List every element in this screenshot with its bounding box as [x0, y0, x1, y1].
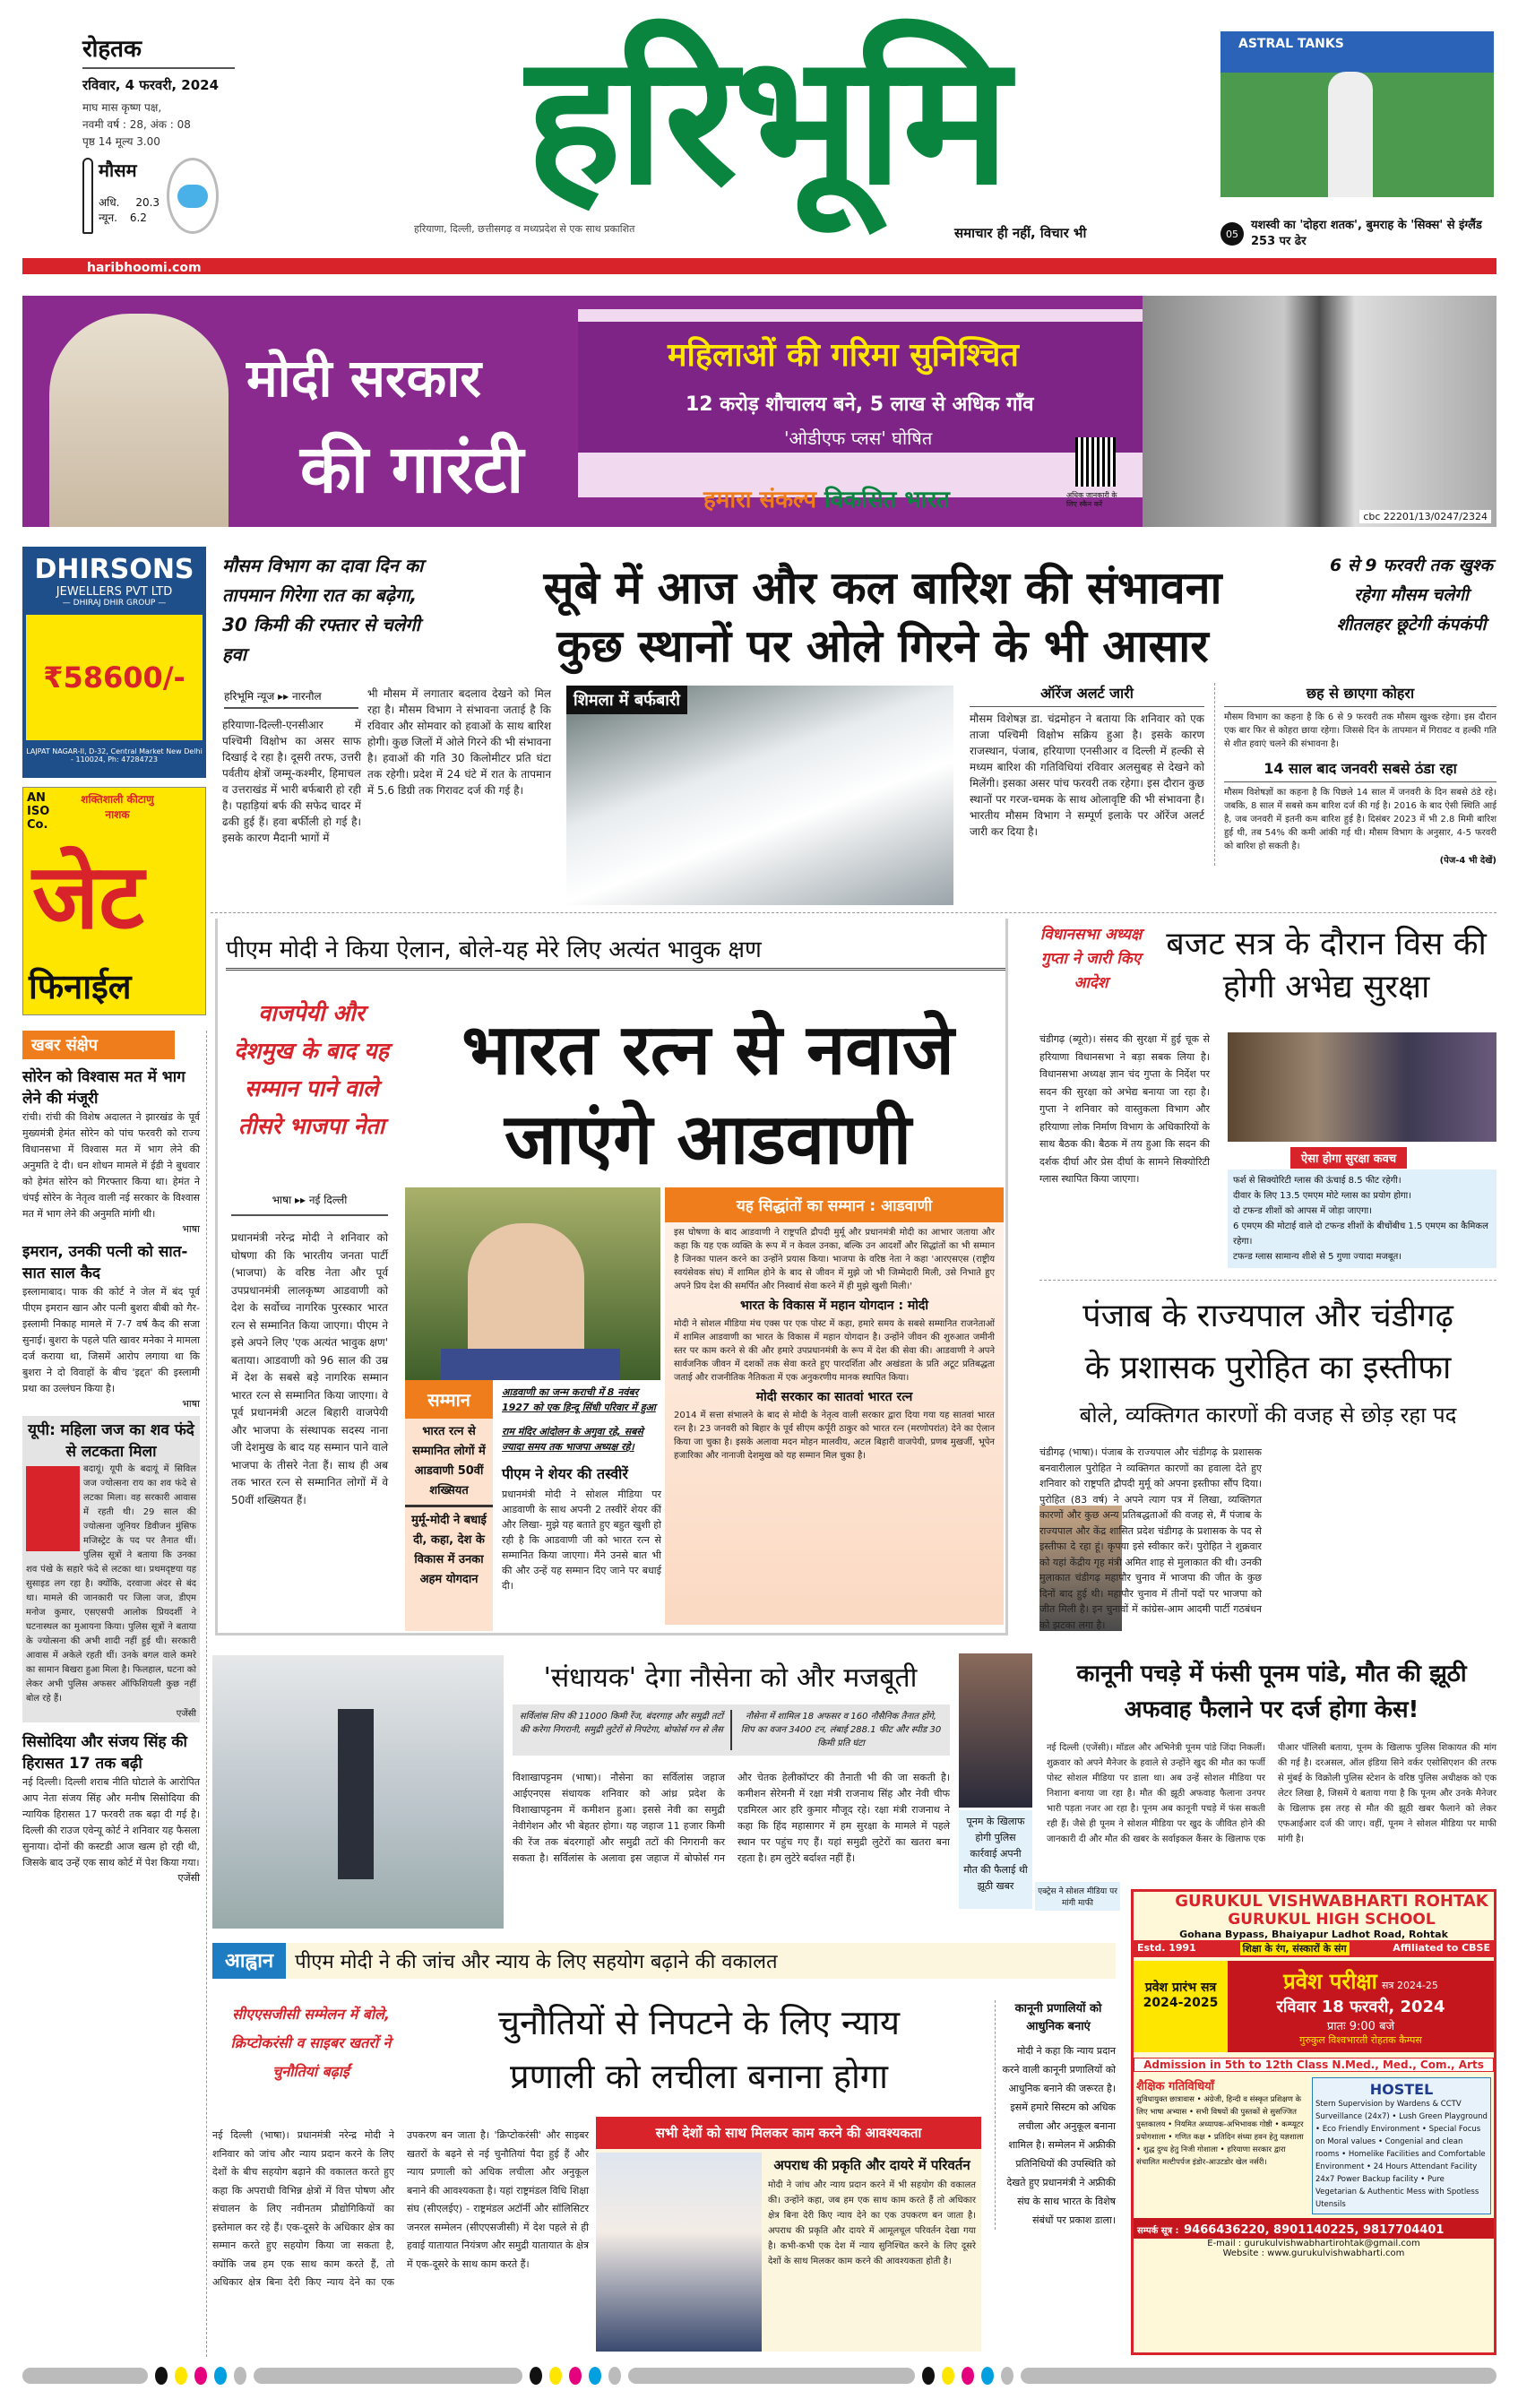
brief-title: सोरेन को विश्वास मत में भाग लेने की मंजूरी: [22, 1068, 185, 1108]
thermometer-icon: [82, 158, 93, 234]
gurukul-school: GURUKUL HIGH SCHOOL: [1228, 1911, 1436, 1929]
navy-headline: 'संधायक' देगा नौसेना को और मजबूती: [543, 1662, 918, 1694]
justice-side-title: कानूनी प्रणालियों को आधुनिक बनाएं: [1014, 2002, 1102, 2033]
panchang-line: माघ मास कृष्ण पक्ष,: [82, 101, 162, 114]
session-label: प्रवेश प्रारंभ सत्र: [1144, 1981, 1217, 1995]
list-item: दीवार के लिए 13.5 एमएम मोटे ग्लास का प्रयोग होगा।: [1233, 1191, 1412, 1201]
website[interactable]: haribhoomi.com: [87, 261, 202, 275]
highlight: सर्विलांस शिप की 11000 किमी रेंज, बंदरगाह और समुद्री तटों की करेगा निगरानी, समुद्री लुटेरों से निपटेगा, बोफोर्स गन से लैस: [518, 1710, 732, 1750]
punjab-subhead: बोले, व्यक्तिगत कारणों की वजह से छोड़ रहा पद: [1079, 1403, 1457, 1428]
teaser-page-badge: 05: [1220, 222, 1244, 246]
ad-headline: महिलाओं की गरिमा सुनिश्चित: [668, 337, 1019, 374]
dhirsons-price: ₹58600/-: [43, 660, 185, 695]
samman-text: भारत रत्न से सम्मानित लोगों में आडवाणी 50वीं शख्सियत: [412, 1425, 486, 1497]
exam-venue: गुरुकुल विश्वभारती रोहतक कैम्पस: [1299, 2034, 1422, 2046]
session: 2024-2025: [1143, 1996, 1219, 2010]
samman-sidebar: [405, 1380, 493, 1631]
list-item: टफन्ड ग्लास सामान्य शीशे से 5 गुणा ज्यादा मजबूत।: [1233, 1252, 1402, 1262]
budget-body: चंडीगढ़ (ब्यूरो)। संसद की सुरक्षा में हुई चूक से हरियाणा विधानसभा ने बड़ा सबक लिया है। विधानसभा अध्यक्ष ज्ञान चंद गुप्ता के निर्देश पर सदन की सुरक्षा को अभेद्य बनाया जा रहा है। गुप्ता ने शनिवार को वास्तुकला विभाग और हरियाणा लोक निर्माण विभाग के अधिकारियों के साथ बैठक की। बैठक में तय हुआ कि सदन की दर्शक दीर्घा और प्रेस दीर्घा के सामने सिक्योरिटी ग्लास स्थापित किया जाएगा।: [1039, 1033, 1210, 1185]
fog-box: [1214, 683, 1496, 866]
brief-title: यूपी: महिला जज का शव फंदे से लटकता मिला: [28, 1421, 194, 1461]
brief-label: खबर संक्षेप: [22, 1031, 175, 1059]
samman-text-2: मुर्मू-मोदी ने बधाई दी, कहा, देश के विकास में उनका अहम योगदान: [405, 1505, 493, 1593]
weather-headline-1: सूबे में आज और कल बारिश की संभावना: [543, 562, 1222, 614]
weather-deck-right: 6 से 9 फरवरी तक खुश्क रहेगा मौसम चलेगी शीतलहर छूटेगी कंपकंपी: [1330, 556, 1493, 634]
dhirsons-sub: JEWELLERS PVT LTD: [56, 585, 173, 599]
teaser-photo[interactable]: [1220, 31, 1494, 197]
motto: शिक्षा के रंग, संस्कारों के संग: [1240, 1942, 1350, 1955]
photo-label: शिमला में बर्फबारी: [566, 686, 687, 714]
advani-topline: पीएम मोदी ने किया ऐलान, बोले-यह मेरे लिए अत्यंत भावुक क्षण: [226, 932, 1005, 971]
poonam-caption: पूनम के खिलाफ होगी पुलिस कार्रवाई अपनी मौत की फैलाई थी झूठी खबर: [959, 1810, 1032, 1909]
phones: 9466436220, 8901140225, 9817704401: [1184, 2223, 1445, 2237]
poonam-caption-2: एक्ट्रेस ने सोशल मीडिया पर मांगी माफी: [1035, 1882, 1120, 1911]
share-title: पीएम ने शेयर की तस्वीरें: [502, 1465, 628, 1482]
justice-side-body: मोदी ने कहा कि न्याय प्रदान करने वाली कानूनी प्रणालियों को आधुनिक बनाने की जरूरत है। इसमें हमारे सिस्टम को अधिक लचीला और अनुकूल बनाना शामिल है। सम्मेलन में अफ्रीकी प्रतिनिधियों की उपस्थिति को देखते हुए प्रधानमंत्री ने अफ्रीकी संघ के साथ भारत के विशेष संबंधों पर प्रकाश डाला।: [1002, 2045, 1116, 2226]
iso-badge: AN ISO Co.: [27, 791, 50, 832]
ad-banner[interactable]: [22, 296, 1496, 527]
justice-headline-1: चुनौतियों से निपटने के लिए न्याय: [497, 2003, 901, 2042]
min-temp: 6.2: [129, 211, 147, 224]
color-registration-bar: [22, 2366, 1496, 2386]
highlight: नौसेना में शामिल 18 अफसर व 160 नौसैनिक तैनात होंगे, शिप का वजन 3400 टन, लंबाई 288.1 फीट और स्पीड 30 किमी प्रति घंटा: [740, 1712, 942, 1748]
justice-box-title: सभी देशों को साथ मिलकर काम करने की आवश्यकता: [596, 2117, 981, 2149]
toilet-photo: [1143, 296, 1496, 527]
brief-credit: एजेंसी: [176, 1709, 196, 1719]
qr-caption: अधिक जानकारी के लिए स्कैन करें: [1066, 491, 1117, 508]
budget-headline: बजट सत्र के दौरान विस की होगी अभेद्य सुरक्षा: [1166, 926, 1487, 1005]
aahvan-strip: [212, 1943, 1116, 1979]
advani-byline: भाषा ▸▸ नई दिल्ली: [231, 1192, 388, 1216]
panchang-line: पृष्ठ 14 मूल्य 3.00: [82, 135, 160, 148]
weather-deck-left: मौसम विभाग का दावा दिन का तापमान गिरेगा रात का बढ़ेगा, 30 किमी की रफ्तार से चलेगी हवा: [222, 555, 424, 665]
jet-brand: जेट: [32, 844, 144, 949]
masthead-info: [82, 31, 235, 234]
weather-byline: हरिभूमि न्यूज ▸▸ नारनौल: [224, 688, 358, 709]
poonam-headline: कानूनी पचड़े में फंसी पूनम पांडे, मौत की झूठी अफवाह फैलाने पर दर्ज होगा केस!: [1076, 1661, 1467, 1723]
slogan-b: विकसित भारत: [824, 487, 950, 514]
tagline-left: हरियाणा, दिल्ली, छत्तीसगढ़ व मध्यप्रदेश से एक साथ प्रकाशित: [414, 223, 635, 235]
gurukul-name: GURUKUL VISHWABHARTI ROHTAK: [1175, 1892, 1488, 1911]
advani-box-sub: मोदी सरकार का सातवां भारत रत्न: [755, 1390, 913, 1404]
brief-title: सिसोदिया और संजय सिंह की हिरासत 17 तक बढ़ी: [22, 1733, 187, 1773]
list-item: फर्श से सिक्योरिटी ग्लास की ऊंचाई 8.5 फीट रहेगी।: [1233, 1176, 1402, 1186]
brief-credit: एजेंसी: [177, 1872, 200, 1884]
advani-deck: वाजपेयी और देशमुख के बाद यह सम्मान पाने वाले तीसरे भाजपा नेता: [234, 1000, 389, 1139]
advani-box-sub: भारत के विकास में महान योगदान : मोदी: [740, 1299, 928, 1313]
shimla-snow-photo[interactable]: [566, 686, 953, 905]
jet-phenyl-ad[interactable]: [22, 787, 206, 1015]
website-bar: [22, 258, 1496, 274]
brief-body: इस्लामाबाद। पाक की कोर्ट ने जेल में बंद पूर्व पीएम इमरान खान और पत्नी बुशरा बीबी को गैर-इस्लामी निकाह मामले में 7-7 वर्ष कैद की सजा सुनाई। बुशरा के पहले पति खावर मनेका ने मामला दर्ज कराया था, जिसमें आरोप लगाया था कि बुशरा ने दो विवाहों के बीच 'इद्दत' की इस्लामी प्रथा का उल्लंघन किया है।: [22, 1286, 200, 1394]
exam-session: सत्र 2024-25: [1381, 1980, 1438, 1991]
max-label: अधि.: [99, 196, 120, 209]
panchang-line: नवमी वर्ष : 28, अंक : 08: [82, 118, 191, 131]
orange-alert-body: मौसम विशेषज्ञ डा. चंद्रमोहन ने बताया कि शनिवार को एक ताजा पश्चिमी विक्षोभ सक्रिय हुआ है। इसके कारण राजस्थान, पंजाब, हरियाणा एनसीआर व दिल्ली में हल्की से मध्यम बारिश की गतिविधियां रविवार अलसुबह से देखने को मिलेंगी। इसका असर पांच फरवरी तक रहेगा। इस दौरान कुछ स्थानों पर गरज-चमक के साथ ओलावृष्टि की भी संभावना है। भारतीय मौसम विभाग ने सम्पूर्ण इलाके पर ऑरेंज अलर्ट जारी कर दिया है।: [970, 712, 1204, 838]
budget-meeting-photo[interactable]: [1228, 1032, 1496, 1142]
justice-side: [995, 2000, 1116, 2230]
city: रोहतक: [82, 31, 235, 69]
justice-box-body: मोदी ने जांच और न्याय प्रदान करने में भी सहयोग की वकालत की। उन्होंने कहा, जब हम एक साथ काम करते हैं तो अधिकार क्षेत्र बिना देरी किए न्याय देने का एक उपकरण बन जाता है। अपराध की प्रकृति और दायरे में आमूलचूल परिवर्तन देखा गया है। कभी-कभी एक देश में न्याय सुनिश्चित करने के लिए दूसरे देशों के साथ मिलकर काम करने की आवश्यकता होती है।: [768, 2180, 976, 2266]
teaser-text: यशस्वी का 'दोहरा शतक', बुमराह के 'सिक्स' से इंग्लैंड 253 पर ढेर: [1251, 219, 1482, 248]
security-label: ऐसा होगा सुरक्षा कवच: [1290, 1147, 1407, 1169]
orange-alert-title: ऑरेंज अलर्ट जारी: [970, 683, 1204, 707]
photo-banner-text: ASTRAL TANKS: [1238, 37, 1344, 51]
email[interactable]: E-mail : gurukulvishwabhartirohtak@gmail.com: [1207, 2239, 1420, 2248]
punjab-headline-2: के प्रशासक पुरोहित का इस्तीफा: [1084, 1350, 1452, 1386]
caption: राम मंदिर आंदोलन के अगुवा रहे, सबसे ज्यादा समय तक भाजपा अध्यक्ष रहे।: [502, 1426, 643, 1453]
share-body: प्रधानमंत्री मोदी ने सोशल मीडिया पर आडवाणी के साथ अपनी 2 तस्वीरें शेयर कीं और लिखा- मुझे यह बताते हुए बहुत खुशी हो रही है कि आडवाणी जी को भारत रत्न से सम्मानित किया जाएगा। मैंने उनसे बात भी की और उन्हें यह सम्मान दिए जाने पर बधाई दी।: [502, 1489, 661, 1592]
news-brief: [22, 1031, 200, 1885]
contact-label: सम्पर्क सूत्र :: [1137, 2226, 1179, 2236]
gurukul-ad[interactable]: [1131, 1889, 1496, 2355]
orange-alert: [970, 683, 1204, 840]
advani-photo[interactable]: [405, 1187, 660, 1380]
poonam-body: नई दिल्ली (एजेंसी)। मॉडल और अभिनेत्री पूनम पांडे जिंदा निकलीं। शुक्रवार को अपने मैनेजर के हवाले से उन्होंने खुद की मौत का फर्जी पोस्ट सोशल मीडिया पर डाला था। अब उन्हें सोशल मीडिया पर निशाना बनाया जा रहा है। मौत की झूठी अफवाह फैलाना उनपर भारी पड़ता नजर आ रहा है। पूनम अब कानूनी पचड़े में फंस सकती रही हैं। जैसे ही पूनम ने सोशल मीडिया पर खुद के जीवित होने की जानकारी दी और मौत की खबर के सर्वाइकल कैंसर के खिलाफ एक पीआर पॉलिसी बताया, पूनम के खिलाफ पुलिस शिकायत की मांग की गई है। दरअसल, ऑल इंडिया सिने वर्कर एसोसिएशन की तरफ से मुंबई के विक्रोली पुलिस स्टेशन के वरिष्ठ पुलिस अधीक्षक को एक लेटर लिखा है, जिसमें ये बताया गया है कि पूनम और उनके मैनेजर के खिलाफ इस तरह से मौत की झूठी खबर फैलाने को लेकर एफआईआर दर्ज की जाए। वहीं, पूनम ने सोशल मीडिया पर माफी मांगी है।: [1047, 1743, 1496, 1844]
justice-box-sub: अपराध की प्रकृति और दायरे में परिवर्तन: [773, 2157, 970, 2173]
samman-label: सम्मान: [405, 1380, 493, 1419]
dhirsons-address: LAJPAT NAGAR-II, D-32, Central Market New Delhi - 110024, Ph: 47284723: [26, 747, 203, 764]
brief-body: रांची। रांची की विशेष अदालत ने झारखंड के पूर्व मुख्यमंत्री हेमंत सोरेन को पांच फरवरी को राज्य विधानसभा में विश्वास मत में भाग लेने की अनुमति दे दी। धन शोधन मामले में ईडी ने बुधवार को हेमंत सोरेन को गिरफ्तार किया था। हेमंत ने चंपई सोरेन के नेतृत्व वाली नई सरकार के विश्वास मत में भाग लेने की अनुमति मांगी थी।: [22, 1111, 200, 1220]
modi-photo: [49, 314, 229, 527]
advani-headline-1: भारत रत्न से नवाजे: [461, 1010, 954, 1091]
justice-body: नई दिल्ली (भाषा)। प्रधानमंत्री नरेन्द्र मोदी ने शनिवार को जांच और न्याय प्रदान करने के लिए देशों के बीच सहयोग बढ़ाने की वकालत करते हुए कहा कि अपराधी विभिन्न क्षेत्रों में वित्त पोषण और संचालन के लिए नवीनतम प्रौद्योगिकियों का इस्तेमाल कर रहे हैं। एक-दूसरे के अधिकार क्षेत्र का सम्मान करते हुए सहयोग किया जा सकता है, क्योंकि जब हम एक साथ काम करते हैं, तो अधिकार क्षेत्र बिना देरी किए न्याय देने का एक उपकरण बन जाता है। 'क्रिप्टोकरंसी' और साइबर खतरों के बढ़ने से नई चुनौतियां पैदा हुई हैं और न्याय प्रणाली को अधिक लचीला और अनुकूल बनाने की आवश्यकता है। यहां राष्ट्रमंडल विधि शिक्षा संघ (सीएलईए) - राष्ट्रमंडल अटॉर्नी और सॉलिसिटर जनरल सम्मेलन (सीएएसजीसी) में देश पहले से ही हवाई यातायात नियंत्रण और समुद्री यातायात के क्षेत्र में एक-दूसरे के साथ काम करते हैं।: [212, 2129, 589, 2288]
justice-headline-2: प्रणाली को लचीला बनाना होगा: [509, 2057, 889, 2096]
brief-body: बदायूं। यूपी के बदायूं में सिविल जज ज्योत्सना राय का शव फंदे से लटका मिला। वह सरकारी आवास में रहती थी। 29 साल की ज्योत्सना जूनियर डिवीजन मुंसिफ मजिस्ट्रेट के पद पर तैनात थीं। पुलिस सूत्रों ने बताया कि उनका शव पंखे के सहारे फंदे से लटका था। प्रथमदृष्टया यह सुसाइड लग रहा है। क्योंकि, दरवाजा अंदर से बंद था। मामले की जानकारी पर जिला जज, डीएम मनोज कुमार, एसएसपी आलोक प्रियदर्शी ने घटनास्थल का मुआयना किया। पुलिस सूत्रों ने बताया के ज्योत्सना की अभी शादी नहीं हुई थी। सरकारी आवास में अकेले रहती थीं। उनके बगल वाले कमरे का सामान बिखरा हुआ मिला है। फिलहाल, घटना को लेकर अभी पुलिस अफसर ऑफिशियली कुछ नहीं बोल रहे हैं।: [26, 1464, 196, 1704]
qr-code-icon[interactable]: [1075, 437, 1116, 487]
cold-body: मौसम विशेषज्ञों का कहना है कि पिछले 14 साल में जनवरी के दिन सबसे ठंडे रहे। जबकि, 8 साल में सबसे कम बारिश दर्ज की गई है। 2016 के बाद ऐसी स्थिति आई है, जब जनवरी में इतनी कम बारिश हुई है। दिसंबर 2023 में भी 2.8 मिमी बारिश हुई थी, तब 54% की कमी आंकी गई थी। मौसम विभाग के अनुसार, 4-5 फरवरी को बारिश हो सकती है।: [1224, 788, 1496, 851]
exam-date: रविवार 18 फरवरी, 2024: [1276, 1998, 1445, 2016]
advani-box-body: इस घोषणा के बाद आडवाणी ने राष्ट्रपति द्रौपदी मुर्मू और प्रधानमंत्री मोदी का आभार जताया और कहा कि यह एक व्यक्ति के रूप में न केवल उनका, बल्कि उन आदर्शों और सिद्धांतों का भी सम्मान है जिनका पालन करने का उन्होंने प्रयास किया। भाजपा के वरिष्ठ नेता ने कहा 'आरएसएस (राष्ट्रीय स्वयंसेवक संघ) में शामिल होने के बाद से जीवन में मुझे जो भी जिम्मेदारी मिली, उसे निभाते हुए अपने प्रिय देश की समर्पित और निस्वार्थ सेवा करने में ही मुझे खुशी मिली।': [674, 1228, 995, 1291]
max-temp: 20.3: [135, 196, 160, 209]
advani-box-body: 2014 में सत्ता संभालने के बाद से मोदी के नेतृत्व वाली सरकार द्वारा दिया गया यह सातवां भारत रत्न है। 23 जनवरी को बिहार के पूर्व सीएम कर्पूरी ठाकुर को भारत रत्न (मरणोपरांत) देने का ऐलान किया जा चुका है। इसके अलावा मदन मोहन मालवीय, अटल बिहारी वाजपेयी, प्रणब मुखर्जी, भूपेन हजारिका और नानाजी देशमुख को यह सम्मान मिल चुका है।: [674, 1411, 995, 1461]
security-points: [1228, 1169, 1496, 1268]
modi-photo: [596, 2153, 762, 2352]
gurukul-address: Gohana Bypass, Bhaiyapur Ladhot Road, Rohtak: [1179, 1929, 1448, 1940]
ad-code: cbc 22201/13/0247/2324: [1359, 510, 1491, 523]
list-item: 6 एमएम की मोटाई वाले दो टफन्ड शीशों के बीचोंबीच 1.5 एमएम का कैमिकल रहेगा।: [1233, 1221, 1488, 1247]
justice-deck: सीएएसजीसी सम्मेलन में बोले, क्रिप्टोकरंसी व साइबर खतरों ने चुनौतियां बढ़ाईं: [230, 2006, 392, 2080]
weather-col-2: भी मौसम में लगातार बदलाव देखने को मिल रहा है। मौसम विभाग ने संभावना जताई है कि रविवार और सोमवार को हवाओं के साथ बारिश होगी। कुछ जिलों में ओले गिरने की भी संभावना है। हवाओं की गति 30 किलोमीटर प्रति घंटा तक रहेगी। प्रदेश में 24 घंटे में रात के तापमान में 5.6 डिग्री तक गिरावट दर्ज की गई है।: [367, 687, 551, 797]
brief-body: नई दिल्ली। दिल्ली शराब नीति घोटाले के आरोपित आप नेता संजय सिंह और मनीष सिसोदिया की न्यायिक हिरासत 17 फरवरी तक बढ़ा दी गई है। दिल्ली की राउज एवेन्यू कोर्ट ने शनिवार यह फैसला सुनाया। दोनों की कस्टडी आज खत्म हो रही थी, जिसके बाद उन्हें एक साथ कोर्ट में पेश किया गया।: [22, 1776, 200, 1869]
hostel-title: HOSTEL: [1369, 2081, 1434, 2098]
brief-credit: भाषा: [182, 1223, 200, 1235]
advani-body: प्रधानमंत्री नरेन्द्र मोदी ने शनिवार को घोषणा की कि भारतीय जनता पार्टी (भाजपा) के वरिष्ठ नेता और पूर्व उपप्रधानमंत्री लालकृष्ण आडवाणी को देश के सर्वोच्च नागरिक पुरस्कार भारत रत्न से सम्मानित किया जाएगा। पीएम ने इसे अपने लिए 'एक अत्यंत भावुक क्षण' बताया। आडवाणी को 96 साल की उम्र में देश के सबसे बड़े नागरिक सम्मान भारत रत्न से सम्मानित किया जाएगा। वे पूर्व प्रधानमंत्री अटल बिहारी वाजपेयी और भाजपा के संस्थापक सदस्य नाना जी देशमुख के बाद यह सम्मान पाने वाले भाजपा के तीसरे नेता हैं। साथ ही अब तक भारत रत्न से सम्मानित लोगों में वे 50वीं शख्सियत हैं।: [231, 1231, 388, 1506]
activities-title: शैक्षिक गतिविधियाँ: [1136, 2080, 1214, 2093]
website[interactable]: Website : www.gurukulvishwabharti.com: [1222, 2248, 1405, 2258]
activities: सुविधायुक्त छात्रावास • अंग्रेजी, हिन्दी व संस्कृत प्रशिक्षण के लिए भाषा अभ्यास • सभी विषयों की पुस्तकों से सुसज्जित पुस्तकालय • नियमित अध्यापक-अभिभावक गोष्ठी • कम्प्यूटर प्रयोगशाला • गणित कक्ष • प्रतिदिन संध्या हवन हेतु यज्ञशाला • शुद्ध दुग्ध हेतु निजी गोशाला • हरियाणा सरकार द्वारा संचालित मल्टीपर्पज इंडोर-आउटडोर खेल नर्सरी।: [1136, 2095, 1304, 2167]
exam-title: प्रवेश परीक्षा: [1283, 1969, 1377, 1994]
min-label: न्यून.: [99, 211, 117, 224]
ad-line-1: 12 करोड़ शौचालय बने, 5 लाख से अधिक गाँव: [686, 393, 1034, 416]
brief-title: इमरान, उनकी पत्नी को सात-सात साल कैद: [22, 1243, 188, 1282]
exam-time: प्रातः 9:00 बजे: [1326, 2020, 1395, 2033]
advani-captions: [502, 1385, 661, 1593]
navy-highlights: [513, 1705, 950, 1756]
hostel-features: Stern Supervision by Wardens & CCTV Surveillance (24x7) • Lush Green Playground • Eco Friendly Environment • Special Focus on Moral values • Congenial and clean rooms • Homelike Facilities and Comfortable Environment • 24 Hours Attendant Facility 24x7 Power Backup facility • Pure Vegetarian & Authentic Mess with Spotless Utensils: [1315, 2100, 1488, 2209]
aahvan-tag: आह्वान: [212, 1943, 286, 1979]
weather-label: मौसम: [99, 160, 137, 181]
ad-title-2: की गारंटी: [300, 431, 524, 508]
logo: हरिभूमि: [526, 16, 1006, 225]
estd: Estd. 1991: [1137, 1942, 1196, 1954]
advani-box-body: मोदी ने सोशल मीडिया मंच एक्स पर एक पोस्ट में कहा, हमारे समय के सबसे सम्मानित राजनेताओं में शामिल आडवाणी का भारत के विकास में महान योगदान है। उन्होंने जीवन की शुरुआत जमीनी स्तर पर काम करने से की और हमारे उपप्रधानमंत्री के रूप में देश की सेवा की। आडवाणी ने अपने सार्वजनिक जीवन में दशकों तक सेवा करते हुए पारदर्शिता और अखंडता के प्रति अटूट प्रतिबद्धता जताई और राजनीतिक नैतिकता में एक अनुकरणीय मानक स्थापित किया।: [674, 1319, 995, 1383]
judge-photo: [26, 1466, 80, 1551]
dhirsons-name: DHIRSONS: [34, 554, 194, 585]
tagline-right: समाचार ही नहीं, विचार भी: [954, 225, 1087, 241]
dhirsons-ad[interactable]: [22, 547, 206, 778]
advani-box-title: यह सिद्धांतों का सम्मान : आडवाणी: [665, 1187, 1004, 1222]
admission: Admission in 5th to 12th Class N.Med., Med., Com., Arts: [1134, 2058, 1494, 2072]
justice-topline: पीएम मोदी ने की जांच और न्याय के लिए सहयोग बढ़ाने की वकालत: [295, 1951, 778, 1973]
navy-body: विशाखापट्टनम (भाषा)। नौसेना का सर्विलांस जहाज आईएनएस संधायक शनिवार को आंध्र प्रदेश के विशाखापट्टनम में कमीशन हुआ। इससे नेवी का समुद्री नेवीगेशन और भी बेहतर होगा। यह जहाज 11 हजार किमी की रेंज तक बंदरगाहों और समुद्री तटों की निगरानी कर सकता है। सर्विलांस के अलावा इस जहाज में बोफोर्स गन और चेतक हेलीकॉप्टर की तैनाती भी की जा सकती है। कमीशन सेरेमनी में रक्षा मंत्री राजनाथ सिंह और नेवी चीफ एडमिरल आर हरि कुमार मौजूद रहे। रक्षा मंत्री राजनाथ ने कहा कि हिंद महासागर में हम सुरक्षा के मामले में पहले स्थान पर पहुंच गए हैं। यहां समुद्री लुटेरों का खतरा बना रहता है। हम लुटेरे बर्दाश्त नहीं हैं।: [513, 1772, 950, 1864]
poonam-photo[interactable]: [959, 1653, 1032, 1808]
affiliation: Affiliated to CBSE: [1393, 1942, 1490, 1954]
advani-headline-2: जाएंगे आडवाणी: [505, 1100, 911, 1180]
cold-title: 14 साल बाद जनवरी सबसे ठंडा रहा: [1224, 758, 1496, 782]
justice-box: [596, 2117, 981, 2352]
caption: आडवाणी का जन्म कराची में 8 नवंबर 1927 को एक हिन्दू सिंधी परिवार में हुआ: [502, 1386, 656, 1413]
advani-box: [665, 1187, 1004, 1625]
dhirsons-group: — DHIRAJ DHIR GROUP —: [62, 599, 167, 608]
ad-title-1: मोदी सरकार: [246, 348, 481, 409]
weather-headline-2: कुछ स्थानों पर ओले गिरने के भी आसार: [556, 620, 1209, 672]
budget-deck: विधानसभा अध्यक्ष गुप्ता ने जारी किए आदेश: [1039, 926, 1143, 992]
punjab-headline-1: पंजाब के राज्यपाल और चंडीगढ़: [1082, 1298, 1453, 1334]
fog-body: मौसम विभाग का कहना है कि 6 से 9 फरवरी तक मौसम खुश्क रहेगा। इस दौरान एक बार फिर से कोहरा छाया रहेगा। जिससे दिन के तापमान में गिरावट व हल्की गति से शीत हवाएं चलने की संभावना है।: [1224, 712, 1496, 749]
cloud-icon: [167, 158, 219, 234]
list-item: दो टफन्ड शीशों को आपस में जोड़ा जाएगा।: [1233, 1206, 1373, 1216]
slogan-a: हमारा संकल्प: [703, 487, 816, 514]
page-reference[interactable]: (पेज-4 भी देखें): [1439, 856, 1496, 866]
ad-line-2: 'ओडीएफ प्लस' घोषित: [784, 427, 933, 449]
weather-col-1: हरियाणा-दिल्ली-एनसीआर में पश्चिमी विक्षोभ का असर साफ दिखाई दे रहा है। दूसरी तरफ, उत्तरी पर्वतीय क्षेत्रों जम्मू-कश्मीर, हिमाचल व उत्तराखंड में भारी बर्फबारी हो रही है। पहाड़ियां बर्फ की सफेद चादर में ढकी हुई हैं। हवा बर्फीली हो गई है। इसके कारण मैदानी भागों में: [222, 719, 361, 844]
punjab-body: चंडीगढ़ (भाषा)। पंजाब के राज्यपाल और चंडीगढ़ के प्रशासक बनवारीलाल पुरोहित ने व्यक्तिगत कारणों का हवाला देते हुए शनिवार को राष्ट्रपति द्रौपदी मुर्मू को अपना इस्तीफा सौंप दिया। पुरोहित (83 वर्ष) ने अपने त्याग पत्र में लिखा, व्यक्तिगत कारणों और कुछ अन्य प्रतिबद्धताओं की वजह से, मैं पंजाब के राज्यपाल और केंद्र शासित प्रदेश चंडीगढ़ के प्रशासक के पद से इस्तीफा दे रहा हूं। कृपया इसे स्वीकार करें। पुरोहित ने शुक्रवार को यहां केंद्रीय गृह मंत्री अमित शाह से मुलाकात की थी। उनकी मुलाकात चंडीगढ़ महापौर चुनाव में भाजपा की जीत के कुछ दिनों बाद हुई थी। महापौर चुनाव में तीनों पदों पर भाजपा को जीत मिली है। इन चुनावों में कांग्रेस-आम आदमी पार्टी गठबंधन को झटका लगा है।: [1039, 1446, 1262, 1631]
date: रविवार, 4 फरवरी, 2024: [82, 77, 220, 93]
jet-product: फिनाईल: [29, 967, 132, 1006]
fog-title: छह से छाएगा कोहरा: [1224, 683, 1496, 707]
jet-tagline: शक्तिशाली कीटाणु नाशक: [81, 793, 154, 821]
brief-credit: भाषा: [182, 1398, 200, 1410]
teaser[interactable]: [1220, 218, 1494, 250]
navy-photo[interactable]: [212, 1655, 504, 1929]
